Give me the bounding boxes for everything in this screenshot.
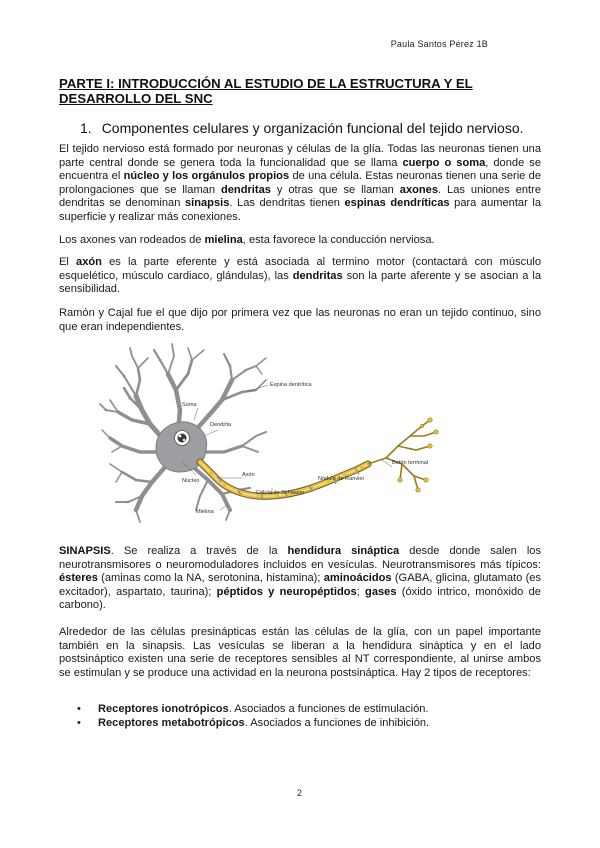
receptor-list (77, 703, 547, 730)
text-run: desde donde salen los neurotransmisores o neuromoduladores incluidos en vesículas. Neurotransmisores más típicos: (59, 545, 542, 571)
text-run: . Se realiza a través de la (110, 545, 288, 557)
bold-term: axones (399, 183, 439, 196)
text-run: . Las uniones entre dendritas se denominan (59, 183, 541, 210)
text-run: son la parte aferente y se asocian a la sensibilidad. (59, 269, 541, 296)
neuron-diagram (96, 340, 452, 524)
text-run: El tejido nervioso está formado por neuronas y células de la glía. Todas las neuronas tienen una parte central donde se genera toda la funcionalidad que se llama (59, 143, 541, 169)
part-title: PARTE I: INTRODUCCIÓN AL ESTUDIO DE LA ESTRUCTURA Y EL DESARROLLO DEL SNC (59, 76, 473, 106)
list-item (77, 717, 547, 731)
paragraph-glia-receptores: Alrededor de las células presinápticas están las células de la glía, con un papel importante también en la sinapsis. Las vesículas se liberan a la hendidura sináptica y en el lado postsináptico existen una serie de receptores sensibles al NT correspondiente, al unirse ambos se estimulan y se produce una actividad en la neurona postsináptica. Hay 2 tipos de receptores: (59, 626, 541, 679)
section-number: 1. (80, 120, 92, 136)
text-run: (óxido intrico, monóxido de carbono). (59, 585, 541, 612)
bullet-glyph: • (77, 703, 81, 715)
bold-term: sinapsis (184, 197, 230, 210)
label-soma: Soma (182, 402, 197, 408)
bold-term: gases (365, 585, 397, 598)
bold-term: axón (76, 256, 102, 268)
bold-term: cuerpo o soma (402, 156, 486, 169)
paragraph-axon (59, 256, 541, 297)
text-run: . Las dendritas tienen (229, 197, 345, 210)
bold-term: ésteres (59, 572, 98, 585)
bold-term: hendidura sináptica (287, 545, 400, 557)
bold-term: aminoácidos (323, 572, 392, 585)
page-number: 2 (297, 788, 303, 798)
text-run: (GABA, glicina, glutamato (es excitador), aspartato, taurina); (59, 572, 541, 598)
bullet-glyph: • (77, 716, 81, 729)
paragraph-tejido-nervioso (59, 143, 541, 225)
text-run: de una célula. Estas neuronas tienen una serie de prolongaciones que se llaman (59, 170, 541, 196)
paragraph-ramon-y-cajal: Ramón y Cajal fue el que dijo por primera vez que las neuronas no eran un tejido continuo, sino que eran independientes. (59, 307, 541, 333)
text-run: ; (356, 585, 366, 598)
section-title: Componentes celulares y organización funcional del tejido nervioso. (101, 120, 524, 136)
bold-term: Receptores ionotrópicos (98, 703, 229, 715)
text-run: es la parte eferente y está asociada al termino motor (contactará con músculo esquelético, músculo cardiaco, glándulas), las (59, 256, 541, 282)
label-dendrita: Dendrita (210, 422, 232, 428)
text-run: , donde se encuentra el (59, 156, 541, 183)
label-espina-dentritica: Espina dentrítica (270, 382, 312, 388)
text-run: para aumentar la superficie y realizar más conexiones. (59, 197, 541, 223)
text-run: Los axones van rodeados de (59, 234, 205, 246)
text-run: El (59, 256, 77, 268)
label-mielina: Mielina (196, 509, 214, 515)
bold-term: dendritas (220, 183, 271, 196)
label-nucleo: Núcleo (182, 478, 200, 484)
label-axon: Axón (242, 472, 255, 478)
bold-term: núcleo y los orgánulos propios (123, 170, 290, 183)
text-run: , esta favorece la conducción nerviosa. (242, 234, 435, 246)
text-run: . Asociados a funciones de inhibición. (244, 716, 430, 729)
header-author: Paula Santos Pérez 1B (390, 39, 488, 49)
paragraph-sinapsis (59, 545, 541, 613)
list-item (77, 703, 547, 717)
label-boton-terminal: Botón terminal (392, 460, 429, 466)
text-run: y otras que se llaman (270, 183, 400, 196)
section-heading (80, 120, 524, 136)
neuron-illustration (96, 340, 452, 524)
paragraph-mielina (59, 234, 541, 248)
text-run: (aminas como la NA, serotonina, histamina); (97, 572, 324, 585)
bold-term: mielina (204, 234, 243, 246)
bold-term: SINAPSIS (59, 545, 111, 557)
text-run: . Asociados a funciones de estimulación. (228, 703, 429, 715)
bold-term: espinas dendríticas (344, 197, 450, 210)
label-nodulo-ranvier: Nódulo de Ranvier (318, 476, 365, 482)
label-celula-schwann: Célula de Schwann (256, 490, 305, 496)
bold-term: Receptores metabotrópicos (98, 716, 245, 729)
bold-term: dendritas (292, 269, 343, 282)
bold-term: péptidos y neuropéptidos (216, 585, 357, 598)
